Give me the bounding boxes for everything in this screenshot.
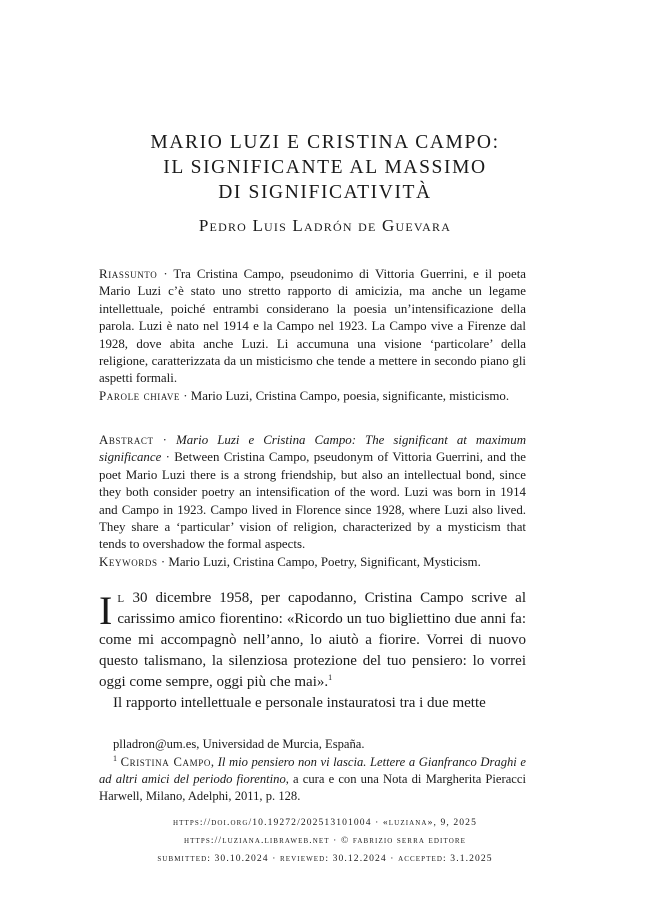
affiliation-text: plladron@um.es, Universidad de Murcia, España. [113, 737, 365, 751]
body-paragraph-2: Il rapporto intellettuale e personale instauratosi tra i due mette [113, 695, 486, 711]
submission-dates: submitted: 30.10.2024 · reviewed: 30.12.2024 · accepted: 3.1.2025 [157, 853, 493, 864]
keywords-separator: · [157, 555, 169, 569]
body-text [99, 588, 526, 714]
keywords-label: Keywords [99, 555, 158, 569]
keywords-text: Mario Luzi, Cristina Campo, Poetry, Significant, Mysticism. [168, 555, 481, 569]
footnote-1-text [99, 754, 526, 805]
footnote-1-title: Il mio pensiero non vi lascia. Lettere a Gianfranco Draghi e ad altri amici del periodo fiorentino [99, 755, 526, 786]
abstract-text: · Between Cristina Campo, pseudonym of Vittoria Guerrini, and the poet Mario Luzi there is a strong friendship, but also an intellectual bond, since they both consider poetry an intensification of the word. Luzi was born in 1914 and Campo in 1923. Campo lived in Florence since 1928, where Luzi also lived. They share a ‘particular’ vision of religion, characterized by a mysticism that tends to overshadow the formal aspects. [99, 450, 526, 552]
abstract-label: Abstract [99, 433, 154, 447]
footnote-1 [99, 754, 526, 805]
drop-cap: I [99, 588, 113, 633]
footnote-1-author: Cristina Campo [120, 755, 211, 769]
author-name: Pedro Luis Ladrón de Guevara [198, 216, 452, 235]
title-line-2: IL SIGNIFICANTE AL MASSIMO [163, 157, 487, 178]
riassunto-paragraph [99, 266, 526, 388]
parole-chiave-label: Parole chiave [99, 389, 181, 403]
parole-chiave-paragraph [99, 388, 526, 405]
riassunto-label: Riassunto [99, 267, 158, 281]
abstract-paragraph [99, 432, 526, 554]
keywords-paragraph [99, 554, 526, 571]
title-line-3: DI SIGNIFICATIVITÀ [218, 182, 432, 203]
body-paragraph-1 [99, 588, 526, 693]
doi-line[interactable]: https://doi.org/10.19272/202513101004 · «luziana», 9, 2025 [173, 817, 477, 828]
riassunto-text: Tra Cristina Campo, pseudonimo di Vittoria Guerrini, e il poeta Mario Luzi c’è stato uno stretto rapporto di amicizia, ma anche un legame intellettuale, poiché entrambi considerano la poesia un’intensificazione della parola. Luzi è nato nel 1914 e la Campo nel 1923. La Campo vive a Firenze dal 1928, dove abita anche Luzi. Li accumuna una visione ‘particolare’ della religione, caratterizzata da un misticismo che tende a mettere in secondo piano gli aspetti formali. [99, 267, 526, 386]
footnote-1-separator: , [210, 755, 218, 769]
parole-chiave-separator: · [180, 389, 191, 403]
affiliation-note [99, 736, 526, 753]
article-title [0, 130, 650, 205]
abstract-title: Mario Luzi e Cristina Campo: The significant at maximum significance [99, 433, 526, 465]
paragraph-1-text: 30 dicembre 1958, per capodanno, Cristina Campo scrive al carissimo amico fiorentino: «Ricordo un tuo bigliettino due anni fa: come mi accompagnò nell’anno, lo aiutò a fiorire. Vorrei di nuovo questo talismano, la silenziosa protezione del tuo pensiero: lo vorrei oggi come sempre, oggi più che mai». [99, 590, 526, 690]
footnote-ref-1[interactable]: 1 [328, 673, 333, 682]
footnote-1-rest: , a cura e con una Nota di Margherita Pieracci Harwell, Milano, Adelphi, 2011, p. 128. [99, 772, 526, 803]
lead-letter: l [117, 590, 125, 606]
title-line-1: MARIO LUZI E CRISTINA CAMPO: [150, 132, 500, 153]
website-line[interactable]: https://luziana.libraweb.net · © fabrizio serra editore [184, 835, 466, 846]
parole-chiave-text: Mario Luzi, Cristina Campo, poesia, significante, misticismo. [190, 389, 510, 403]
riassunto-separator: · [157, 267, 174, 281]
abstract-separator: · [153, 433, 176, 447]
footnote-1-number: 1 [113, 753, 117, 763]
